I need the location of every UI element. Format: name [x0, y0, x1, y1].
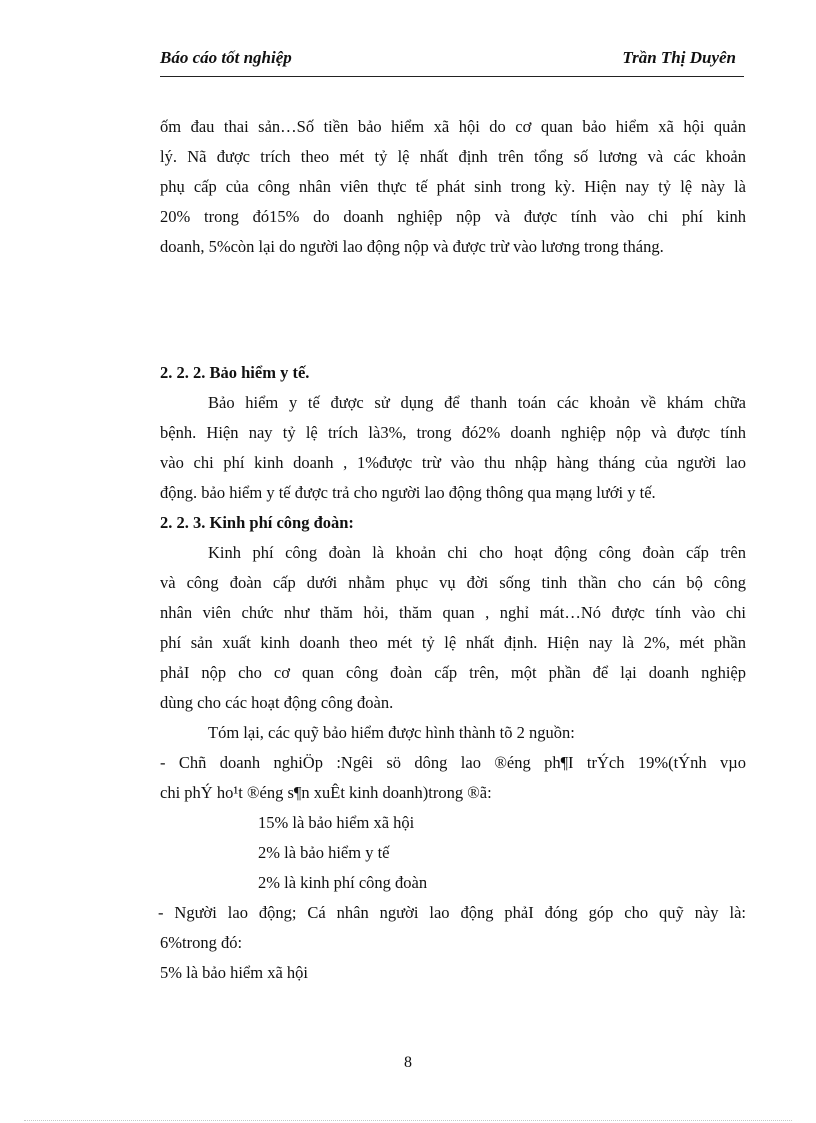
paragraph-line: 20% trong đó15% do doanh nghiệp nộp và được tính vào chi phí kinh	[160, 207, 746, 226]
page-number: 8	[404, 1054, 412, 1071]
list-item: 15% là bảo hiểm xã hội	[258, 813, 415, 832]
page-bottom-divider	[24, 1120, 792, 1121]
paragraph-line: Kinh phí công đoàn là khoản chi cho hoạt động công đoàn cấp trên	[208, 543, 746, 562]
paragraph-line: và công đoàn cấp dưới nhằm phục vụ đời sống tinh thần cho cán bộ công	[160, 573, 746, 592]
header-author: Trần Thị Duyên	[622, 48, 736, 67]
paragraph-line: phảI nộp cho cơ quan công đoàn cấp trên, một phần để lại doanh nghiệp	[160, 663, 746, 682]
paragraph-line: Bảo hiểm y tế được sử dụng để thanh toán các khoản về khám chữa	[208, 393, 746, 412]
section-heading-2-2-2: 2. 2. 2. Bảo hiểm y tế.	[160, 363, 310, 382]
header-left-title: Báo cáo tốt nghiệp	[160, 48, 292, 67]
worker-line: 5% là bảo hiểm xã hội	[160, 963, 309, 982]
paragraph-line: động. bảo hiểm y tế được trả cho người lao động thông qua mạng lưới y tế.	[160, 483, 656, 502]
section-gap	[160, 262, 746, 358]
paragraph-line: vào chi phí kinh doanh , 1%được trừ vào thu nhập hàng tháng của người lao	[160, 453, 746, 472]
paragraph-line: phí sản xuất kinh doanh theo mét tỷ lệ nhất định. Hiện nay là 2%, mét phần	[160, 633, 746, 652]
worker-line: 6%trong đó:	[160, 933, 243, 952]
paragraph-line: phụ cấp của công nhân viên thực tế phát sinh trong kỳ. Hiện nay tỷ lệ này là	[160, 177, 746, 196]
page-header	[160, 48, 744, 77]
worker-line: - Người lao động; Cá nhân người lao động phảI đóng góp cho quỹ này là:	[158, 903, 746, 922]
paragraph-line: lý. Nã được trích theo mét tỷ lệ nhất định trên tổng số lương và các khoản	[160, 147, 746, 166]
list-item: 2% là bảo hiểm y tế	[258, 843, 390, 862]
list-item: 2% là kinh phí công đoàn	[258, 873, 428, 892]
paragraph-line: bệnh. Hiện nay tỷ lệ trích là3%, trong đó2% doanh nghiệp nộp và được tính	[160, 423, 746, 442]
summary-line: Tóm lại, các quỹ bảo hiểm được hình thành tõ 2 nguồn:	[208, 723, 575, 742]
paragraph-line: nhân viên chức như thăm hỏi, thăm quan , nghỉ mát…Nó được tính vào chi	[160, 603, 746, 622]
section-heading-2-2-3: 2. 2. 3. Kinh phí công đoàn:	[160, 513, 354, 532]
page-body	[160, 112, 746, 988]
paragraph-line: doanh, 5%còn lại do người lao động nộp và được trừ vào lương trong tháng.	[160, 237, 664, 256]
paragraph-line: dùng cho các hoạt động công đoàn.	[160, 693, 394, 712]
enterprise-line: - Chñ doanh nghiÖp :Ngêi sö dông lao ®éng ph¶I trÝch 19%(tÝnh vµo	[160, 753, 746, 772]
paragraph-line: ốm đau thai sản…Số tiền bảo hiểm xã hội do cơ quan bảo hiểm xã hội quản	[160, 117, 746, 136]
enterprise-line: chi phÝ ho¹t ®éng s¶n xuÊt kinh doanh)trong ®ã:	[160, 783, 492, 802]
